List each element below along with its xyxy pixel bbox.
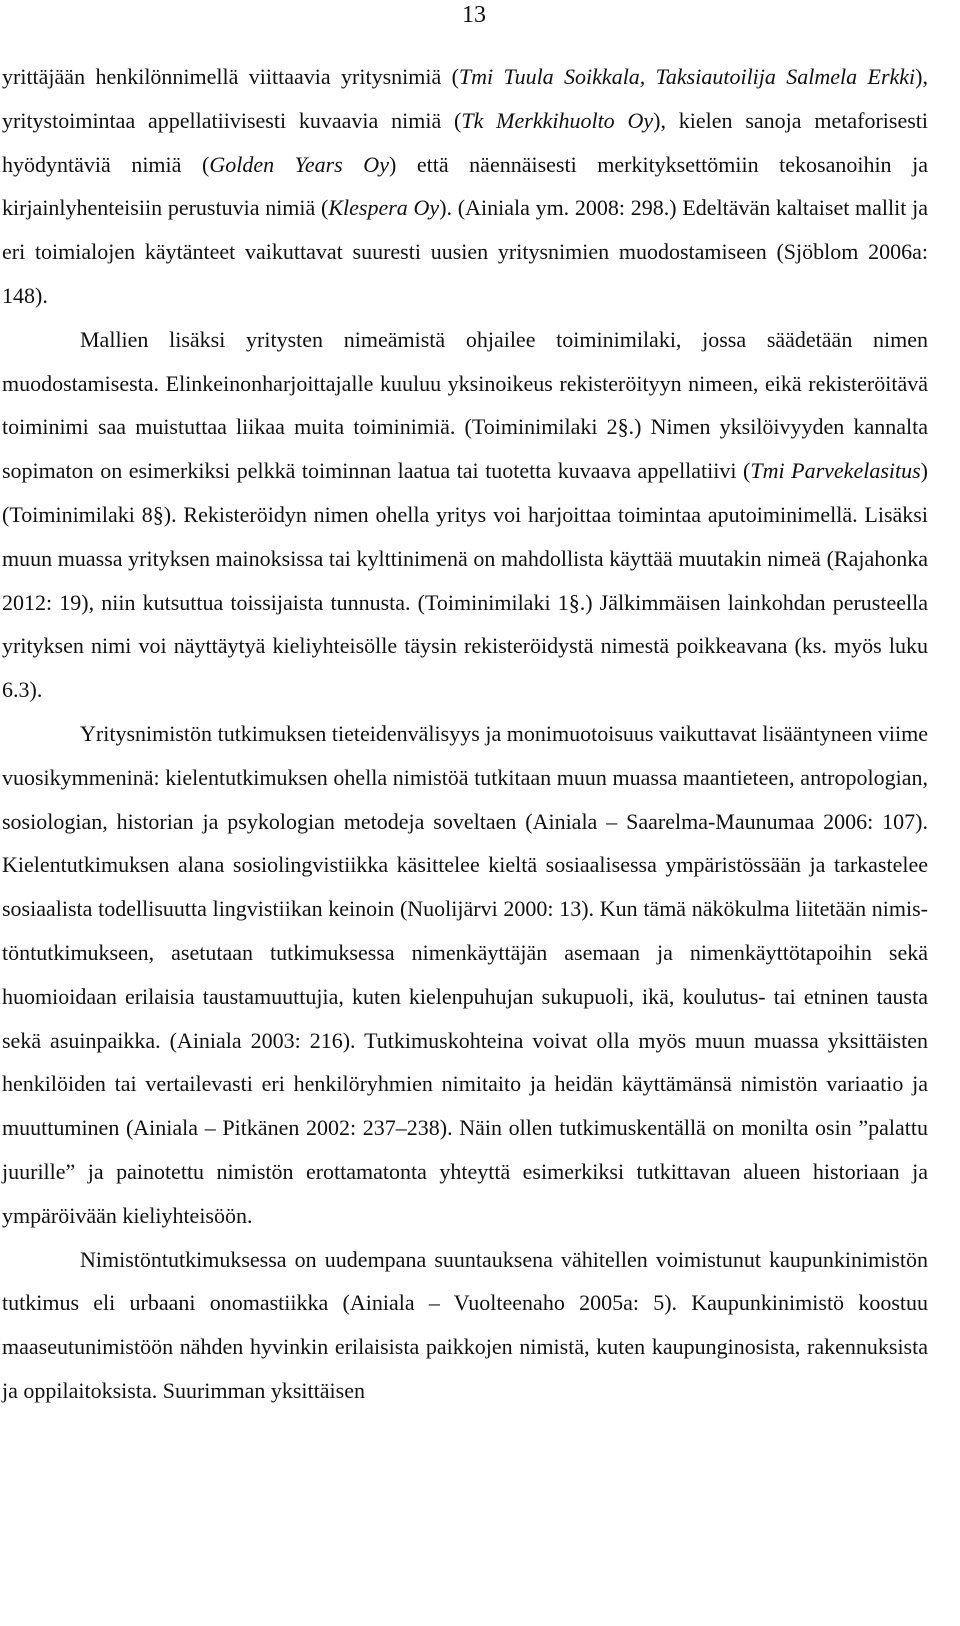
text-run: Mallien lisäksi yritysten nimeämistä ohjailee toiminimilaki, jossa säädetään nimen muodostamisesta. Elinkeinonharjoittajalle kuuluu yksinoikeus rekisteröityyn nimeen, eikä rekisteröitävä toiminimi saa muistuttaa liikaa muita toiminimiä. (Toiminimilaki 2§.) Nimen yksilöivyyden kannalta sopimaton on esimerkiksi pelkkä toiminnan laatua tai tuotetta kuvaava appellatiivi (	[2, 326, 928, 484]
italic-name-example: Tk Merkkihuolto Oy	[461, 107, 654, 133]
paragraph	[2, 55, 928, 318]
italic-name-example: Klespera Oy	[328, 195, 440, 221]
text-run: ) että näennäisesti merkityksettömiin tekosanoihin ja kirjainlyhenteisiin perustuvia nimiä (	[2, 151, 928, 221]
body-text	[2, 55, 928, 1413]
paragraph	[2, 318, 928, 712]
text-run: ) (Toiminimilaki 8§). Rekisteröidyn nimen ohella yritys voi harjoittaa toimintaa aputoiminimellä. Lisäksi muun muassa yrityksen mainoksissa tai kylttinimenä on mahdollista käyttää muutakin nimeä (Rajahonka 2012: 19), niin kutsuttua toissijaista tunnusta. (Toiminimilaki 1§.) Jälkimmäisen lainkohdan perusteella yrityksen nimi voi näyttäytyä kieliyhteisölle täysin rekisteröidystä nimestä poikkeavana (ks. myös luku 6.3).	[2, 458, 928, 703]
text-run: Nimistöntutkimuksessa on uudempana suuntauksena vähitellen voimistunut kaupunkinimistön tutkimus eli urbaani onomastiikka (Ainiala – Vuolteenaho 2005a: 5). Kaupunkinimistö koostuu maaseutunimistöön nähden hyvinkin erilaisista paikkojen nimistä, kuten kaupunginosista, rakennuksista ja oppilaitoksista. Suurimman yksittäisen	[2, 1246, 928, 1403]
paragraph	[2, 712, 928, 1238]
italic-name-example: Tmi Parvekelasitus	[750, 458, 921, 484]
text-run: ). (Ainiala ym. 2008: 298.) Edeltävän kaltaiset mallit ja eri toimialojen käytänteet vaikuttavat suuresti uusien yritysnimien muodostamiseen (Sjöblom 2006a: 148).	[2, 195, 928, 308]
italic-name-example: Golden Years Oy	[209, 151, 389, 177]
text-run: ), yritystoimintaa appellatiivisesti kuvaavia nimiä (	[2, 64, 928, 133]
text-run: ), kielen sanoja metaforisesti hyödyntäviä nimiä (	[2, 107, 928, 177]
page-number: 13	[462, 2, 486, 28]
italic-name-example: Tmi Tuula Soikkala, Taksiautoilija Salmela Erkki	[458, 64, 916, 89]
paragraph	[2, 1238, 928, 1413]
text-run: Yritysnimistön tutkimuksen tieteidenvälisyys ja monimuotoisuus vaikuttavat lisääntyneen viime vuosikymmeninä: kielentutkimuksen ohella nimistöä tutkitaan muun muassa maantieteen, antropologian, sosiologian, historian ja psykologian metodeja soveltaen (Ainiala – Saarelma-Maunumaa 2006: 107). Kielentutkimuksen alana sosiolingvistiikka käsittelee kieltä sosiaalisessa ympäristössään ja tarkastelee sosiaalista todellisuutta lingvistiikan keinoin (Nuolijärvi 2000: 13). Kun tämä näkökulma liitetään nimistöntutkimukseen, asetutaan tutkimuksessa nimenkäyttäjän asemaan ja nimenkäyttötapoihin sekä huomioidaan erilaisia taustamuuttujia, kuten kielenpuhujan sukupuoli, ikä, koulutus- tai etninen tausta sekä asuinpaikka. (Ainiala 2003: 216). Tutkimuskohteina voivat olla myös muun muassa yksittäisten henkilöiden tai vertailevasti eri henkilöryhmien nimitaito ja heidän käyttämänsä nimistön variaatio ja muuttuminen (Ainiala – Pitkänen 2002: 237–238). Näin ollen tutkimuskentällä on monilta osin ”palattu juurille” ja painotettu nimistön erottamatonta yhteyttä esimerkiksi tutkittavan alueen historiaan ja ympäröivään kieliyhteisöön.	[2, 720, 928, 1228]
text-run: yrittäjään henkilönnimellä viittaavia yritysnimiä (	[2, 64, 459, 89]
